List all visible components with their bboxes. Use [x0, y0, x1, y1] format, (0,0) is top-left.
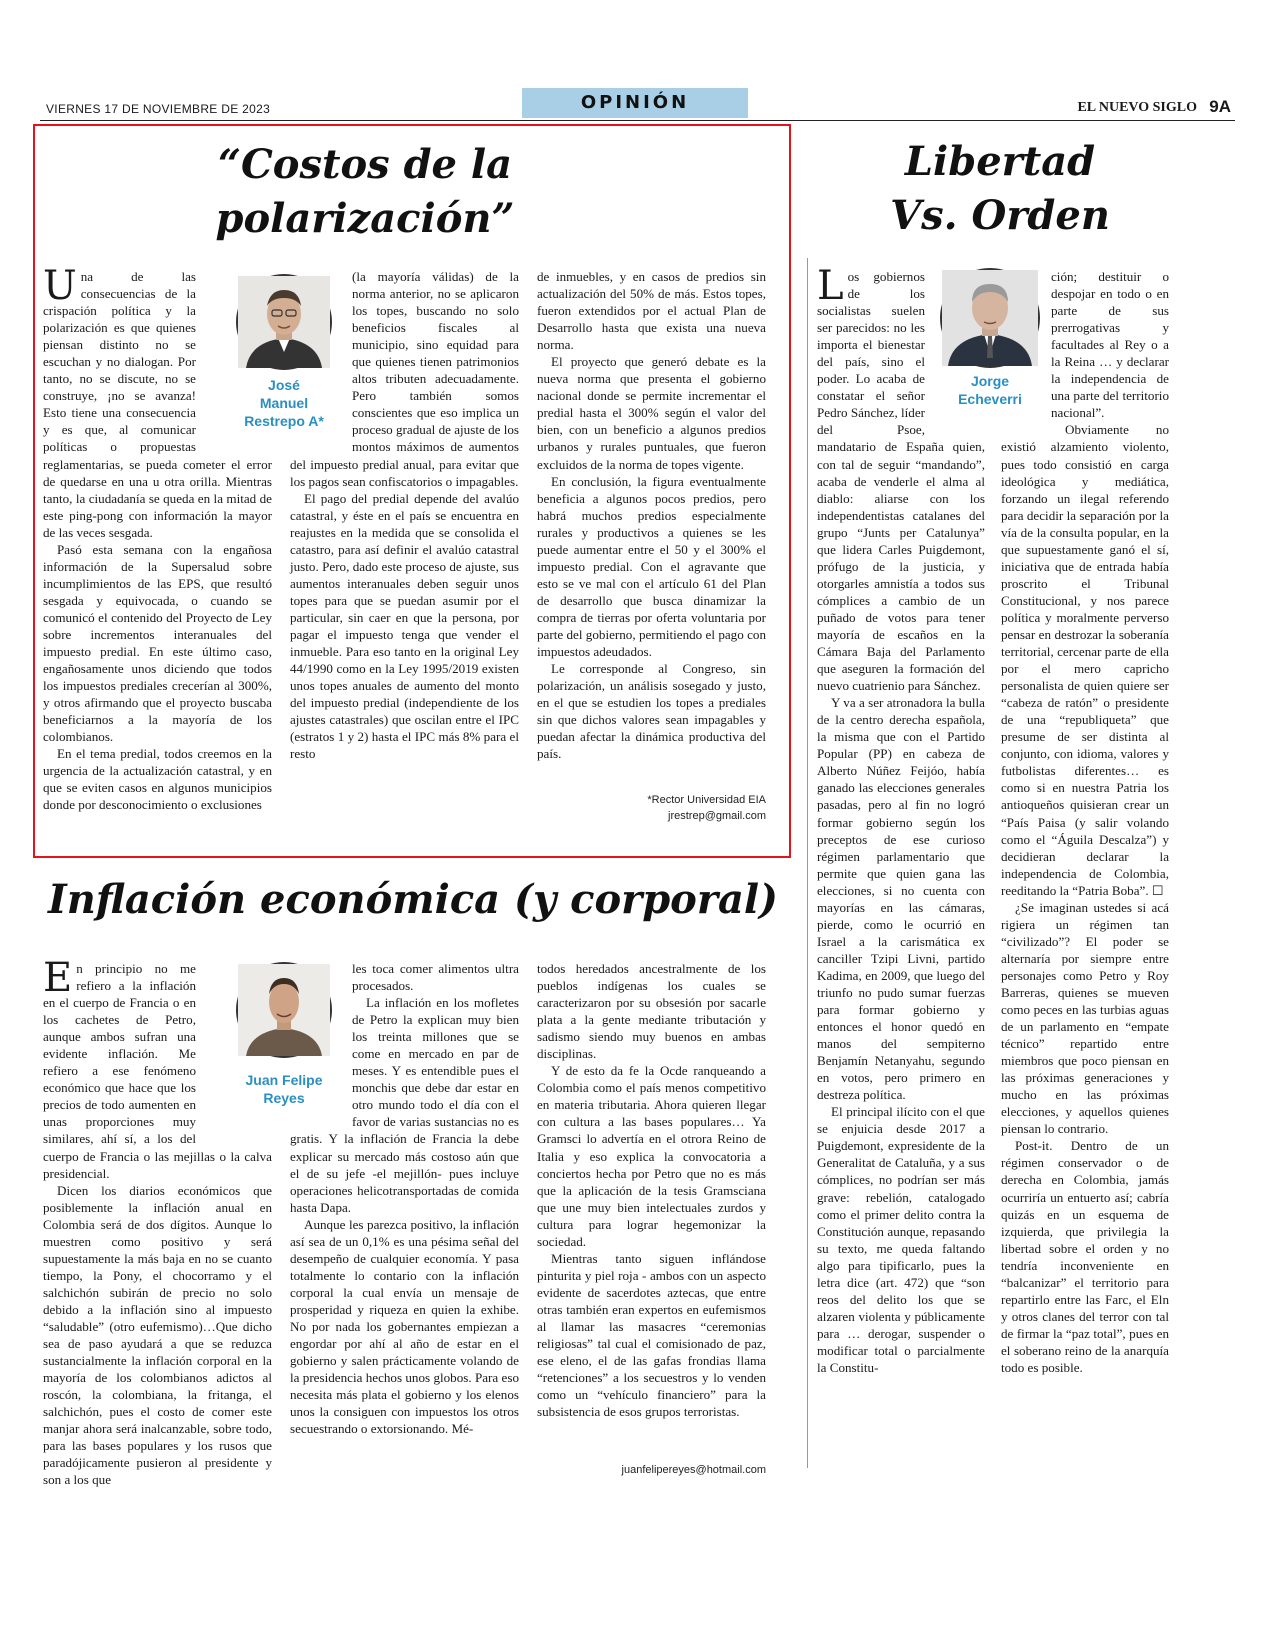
article2-headline-line2: Vs. Orden	[890, 192, 1110, 239]
article1-column-3	[537, 268, 766, 790]
paragraph: Aunque les parezca positivo, la inflación así sea de un 0,1% es una pésima señal del desempeño de cualquier economía. Y pasa totalmente lo contario con la inflación corporal la cual envía un mensaje de prosperidad y riqueza en quien la exhibe. No por nada los gobernantes empiezan a engordar por ahí al año de estar en el gobierno y salen prácticamente volando de la presidencia hechos unos globos. Para eso necesita más plata el gobierno y los elenos unos la consiguen con impuestos los otros secuestrando o extorsionando. Mé-	[290, 1216, 519, 1437]
portrait-wrap-space	[196, 960, 272, 1142]
article2-headline-line1: Libertad	[904, 138, 1096, 185]
paragraph: de inmuebles, y en casos de predios sin actualización del 50% de más. Estos topes, fueron extendidos por el actual Plan de Desarrollo hasta que exista una nueva norma.	[537, 269, 766, 353]
paragraph: Los gobiernos de los socialistas suelen ser parecidos: no les importa el bienestar del país, sino el poder. Lo acaba de constatar el señor Pedro Sánchez, líder del Psoe, mandatario de España quien, con tal de seguir “mandando”, acaba de venderle el alma al diablo: aliarse con los independentistas catalanes del grupo “Junts per Catalunya” que lidera Carles Puigdemont, prófugo de la justicia, y otorgarles amnistía a todos sus cómplices a cambio de un puñado de votos para tener mayoría de escaños en la Cámara Baja del Parlamento que aseguren la formación del nuevo cuatrienio para Sánchez.	[817, 263, 985, 694]
paragraph: La inflación en los mofletes de Petro la explican muy bien los treinta millones que se come en mercado en par de meses. Y es entendible pues el monchis que debe dar estar en otro mundo todo el día con el favor de varias sustancias no es gratis. Y la inflación de Francia la debe explicar su mercado más costoso aún que el de su jefe -el mejillón- pues incluye operaciones helicotransportadas de comida hasta Dapa.	[290, 995, 519, 1215]
portrait-wrap-space	[925, 268, 985, 438]
page-header	[40, 88, 1235, 121]
article3-headline: Inflación económica (y corporal)	[48, 876, 778, 923]
portrait-wrap-space	[290, 960, 352, 1128]
paragraph: Le corresponde al Congreso, sin polarización, un análisis sosegado y justo, en el que se estudien los topes a prediales sin que dichos valores sean impagables y puedan afectar la dinámica productiva del país.	[537, 661, 766, 762]
page-number: 9A	[1209, 97, 1231, 116]
article1-signoff	[537, 792, 766, 824]
article3-column-3	[537, 960, 766, 1456]
author-first-name: Jorge	[970, 373, 1010, 389]
article1-column-2	[290, 268, 519, 820]
portrait-wrap-space	[196, 268, 272, 444]
paragraph: Pasó esta semana con la engañosa información de la Supersalud sobre incumplimientos de las EPS, que resultó sesgada y equivocada, o cuando se comunicó el contenido del Proyecto de Ley sobre incrementos interanuales del impuesto predial. En este último caso, engañosamente unos diciendo que todos los impuestos prediales crecerían al 300%, y otros afirmando que el proyecto buscaba beneficiarnos a la mayoría de los colombianos.	[43, 541, 272, 745]
author-first-name: José	[268, 377, 300, 393]
author-first-name: Juan Felipe	[245, 1072, 323, 1088]
paragraph: Mientras tanto siguen inflándose pinturita y piel roja - ambos con un aspecto evidente de sacerdotes aztecas, que entre otras también eran expertos en eufemismos al llamar las masacres “ceremonias religiosas” tal cual el comisionado de paz, ese eleno, el de las gafas frondias llama “retenciones” a los secuestros y lo venden como un “vehículo financiero” para la subsistencia de esos grupos terroristas.	[537, 1250, 766, 1420]
article1-column-1	[43, 263, 272, 820]
article3-column-1	[43, 955, 272, 1488]
column-divider	[807, 258, 808, 1468]
article1-headline	[185, 138, 545, 246]
paragraph: En el tema predial, todos creemos en la urgencia de la actualización catastral, y en que se eviten casos en algunos municipios donde por desconocimiento o exclusiones	[43, 746, 272, 813]
article1-headline-line1: “Costos de la	[217, 141, 513, 188]
portrait-wrap-space	[290, 268, 352, 454]
section-label: OPINIÓN	[522, 88, 748, 118]
issue-date: VIERNES 17 DE NOVIEMBRE DE 2023	[46, 102, 271, 116]
paragraph: En conclusión, la figura eventualmente beneficia a algunos pocos predios, pero habrá muchos predios especialmente rurales y productivos a quienes se les puede aumentar entre el 50 y el 300% el impuesto predial. Con el agravante que esto se ve mal con el artículo 61 del Plan de desarrollo que busca dinamizar la compra de tierras por oferta voluntaria por parte del gobierno, permitiendo el pago con impuestos adeudados.	[537, 473, 766, 660]
paragraph: Obviamente no existió alzamiento violento, pues todo consistió en carga ideológica y mediática, forzando un ilegal referendo para decidir la separación por la vía de la consulta popular, en la que supuestamente ganó el sí, iniciativa que de entrada había proscrito el Tribunal Constitucional, y nos parece política y moralmente perverso pensar en destrozar la soberanía territorial, cercenar parte de ella por el mero capricho personalista de quien quiere ser “cabeza de ratón” o presidente de una “republiqueta” que presume de ser distinta al conjunto, con idioma, valores y futbolistas diferentes… es como si en nuestra Patria los antioqueños quisieran crear un “País Paisa (y salir volando como el “Águila Descalza”) y decidieran declarar la independencia de Colombia, reeditando la “Patria Boba”. ☐	[1001, 422, 1169, 898]
paragraph: Una de las consecuencias de la crispación política y la polarización es que quienes piensan distinto no se escuchan y no dialogan. Por tanto, no se discute, no se construye, ¡no se avanza! Esto tiene una consecuencia y es que, al comunicar políticas o propuestas reglamentarias, se pueda cometer el error de quedarse en una u otra orilla. Mientras tanto, la ciudadanía se queda en la mitad de este ping-pong con información la mayor de las veces sesgada.	[43, 263, 272, 540]
paragraph: ¿Se imaginan ustedes si acá rigiera un régimen tan “civilizado”? El poder se alternaría por siempre entre personajes como Petro y Roy Barreras, quienes se mueven como peces en las turbias aguas de un parlamento en “empate técnico” repartido entre miembros que poco piensan en las próximas generaciones y mucho en las próximas elecciones, y aquellos quienes piensan lo contrario.	[1001, 899, 1169, 1137]
paragraph: Post-it. Dentro de un régimen conservador o de derecha en Colombia, jamás ocurriría un entuerto así; cabría quizás en un esquema de izquierda, que privilegia la libertad sobre el orden y no tendría inconveniente en “balcanizar” el territorio para repartirlo entre las Farc, el Eln y otros clanes del terror con tal de firmar la “paz total”, pues en el soberano reino de la anarquía todo es posible.	[1001, 1138, 1169, 1375]
article2-column-2	[1001, 268, 1169, 1474]
portrait-wrap-space	[1001, 268, 1051, 438]
newspaper-brand: EL NUEVO SIGLO	[1077, 100, 1197, 115]
author-last-name: Restrepo A*	[244, 413, 324, 429]
paragraph: les toca comer alimentos ultra procesados.	[352, 961, 519, 994]
paragraph: El pago del predial depende del avalúo catastral, y éste en el país se encuentra en reajustes en la medida que se consolida el catastro, para así definir el avalúo catastral justo. Pero, dado este proceso de ajuste, sus aumentos interanuales deben seguir unos topes para que se puedan asumir por el particular, sin caer en que la persona, por pagar el impuesto tenga que vender el inmueble. Para eso tanto en la original Ley 44/1990 como en la Ley 1995/2019 existen unos topes anuales de aumento del monto del impuesto predial (independiente de los ajustes catastrales) que oscilan entre el IPC (estratos 1 y 2) hasta el IPC más 8% para el resto	[290, 490, 519, 762]
article2-headline	[860, 135, 1140, 243]
author-last-name: Echeverri	[958, 391, 1022, 407]
article3-signoff: juanfelipereyes@hotmail.com	[621, 1464, 766, 1476]
author-middle-name: Manuel	[259, 395, 309, 411]
paragraph: ción; destituir o despojar en todo o en parte de sus prerrogativas y facultades al Rey o a la Reina … y declarar la independencia de una parte del territorio nacional”.	[1051, 269, 1169, 421]
paragraph: Y de esto da fe la Ocde ranqueando a Colombia como el país menos competitivo en materia tributaria. Ahora quieren llegar con cultura a las bases populares… Ya Gramsci lo advertía en el otrora Reino de Italia y eso explica la convocatoria a conciertos hecha por Petro que no es más que la aplicación de la tesis Gramsciana que une muy bien intelectuales zurdos y cultura para lograr hegemonizar la sociedad.	[537, 1063, 766, 1249]
article2-column-1	[817, 263, 985, 1474]
paragraph: En principio no me refiero a la inflación en el cuerpo de Francia o en los cachetes de Petro, aunque ambos sufran una evidente inflación. Me refiero a ese fenómeno económico que hace que los precios de todo aumenten en unas proporciones muy similares, ahí sí, a los del cuerpo de Francia o las mejillas o la calva presidencial.	[43, 955, 272, 1181]
author-email: jrestrep@gmail.com	[668, 810, 766, 822]
article3-column-2	[290, 960, 519, 1474]
paragraph: El proyecto que generó debate es la nueva norma que presenta el gobierno nacional donde se permite incrementar el predial hasta el 300% según el valor del bien, con un beneficio a algunos predios urbanos y rurales puntuales, que fueron excluidos de la norma de topes vigente.	[537, 354, 766, 472]
author-last-name: Reyes	[263, 1090, 305, 1106]
paragraph: (la mayoría válidas) de la norma anterior, no se aplicaron los topes, buscando no solo beneficios fiscales al municipio, sino equidad para que quienes tienen patrimonios altos tributen adecuadamente. Pero también somos conscientes que eso implica un proceso gradual de ajuste de los montos máximos de aumentos del impuesto predial anual, para evitar que los pagos sean confiscatorios o impagables.	[290, 269, 519, 489]
article1-headline-line2: polarización”	[215, 195, 515, 242]
paragraph: El principal ilícito con el que se enjuicia desde 2017 a Puigdemont, expresidente de la Generalitat de Cataluña, y a sus cómplices, no podrían ser más grave: rebelión, catalogado como el primer delito contra la Constitución aunque, repasando su texto, me queda faltando algo para tipificarlo, pues la letra dice (art. 472) que “son reos del delito los que se alzaren violenta y públicamente para … derogar, suspender o modificar total o parcialmente la Constitu-	[817, 1104, 985, 1375]
paragraph: todos heredados ancestralmente de los pueblos indígenas los cuales se caracterizaron por su obsesión por sacarle plata a la gente mediante tributación y sadismo siendo muy buenos en ambas disciplinas.	[537, 961, 766, 1062]
author-affiliation: *Rector Universidad EIA	[647, 794, 766, 806]
paragraph: Y va a ser atronadora la bulla de la centro derecha española, la misma que con el Partido Popular (PP) en cabeza de Alberto Núñez Feijóo, había ganado las elecciones generales pasadas, pero al fin no logró formar gobierno según los preceptos de ese curioso régimen parlamentario que permite que quien gana las elecciones, si no cuenta con mayorías en las cámaras, pierde, como le ocurrió en Israel a la carismática ex canciller Tzipi Livni, partido Kadima, en 2009, que luego del triunfo no pudo sumar fuerzas para formar gobierno y entonces el honor quedó en manos del sempiterno Benjamín Netanyahu, segundo en votos, pero primero en destreza política.	[817, 695, 985, 1103]
paragraph: Dicen los diarios económicos que posiblemente la inflación anual en Colombia será de dos dígitos. Aunque lo muestren como positivo y será supuestamente la más baja en no se cuanto tiempo, la Pony, el chocorramo y el salchichón subirán de precio no solo debido a la inflación sino al impuesto “saludable” (otro eufemismo)…Que dicho sea de paso ayudará a que se reduzca sustancialmente la inflación corporal en la mayoría de los colombianos adictos al roscón, la colombiana, la fritanga, el salchichón, pues el costo de comer este manjar ahora será inalcanzable, sobre todo, para las bases populares y los rusos que paradójicamente pusieron al presidente y son a los que	[43, 1182, 272, 1488]
